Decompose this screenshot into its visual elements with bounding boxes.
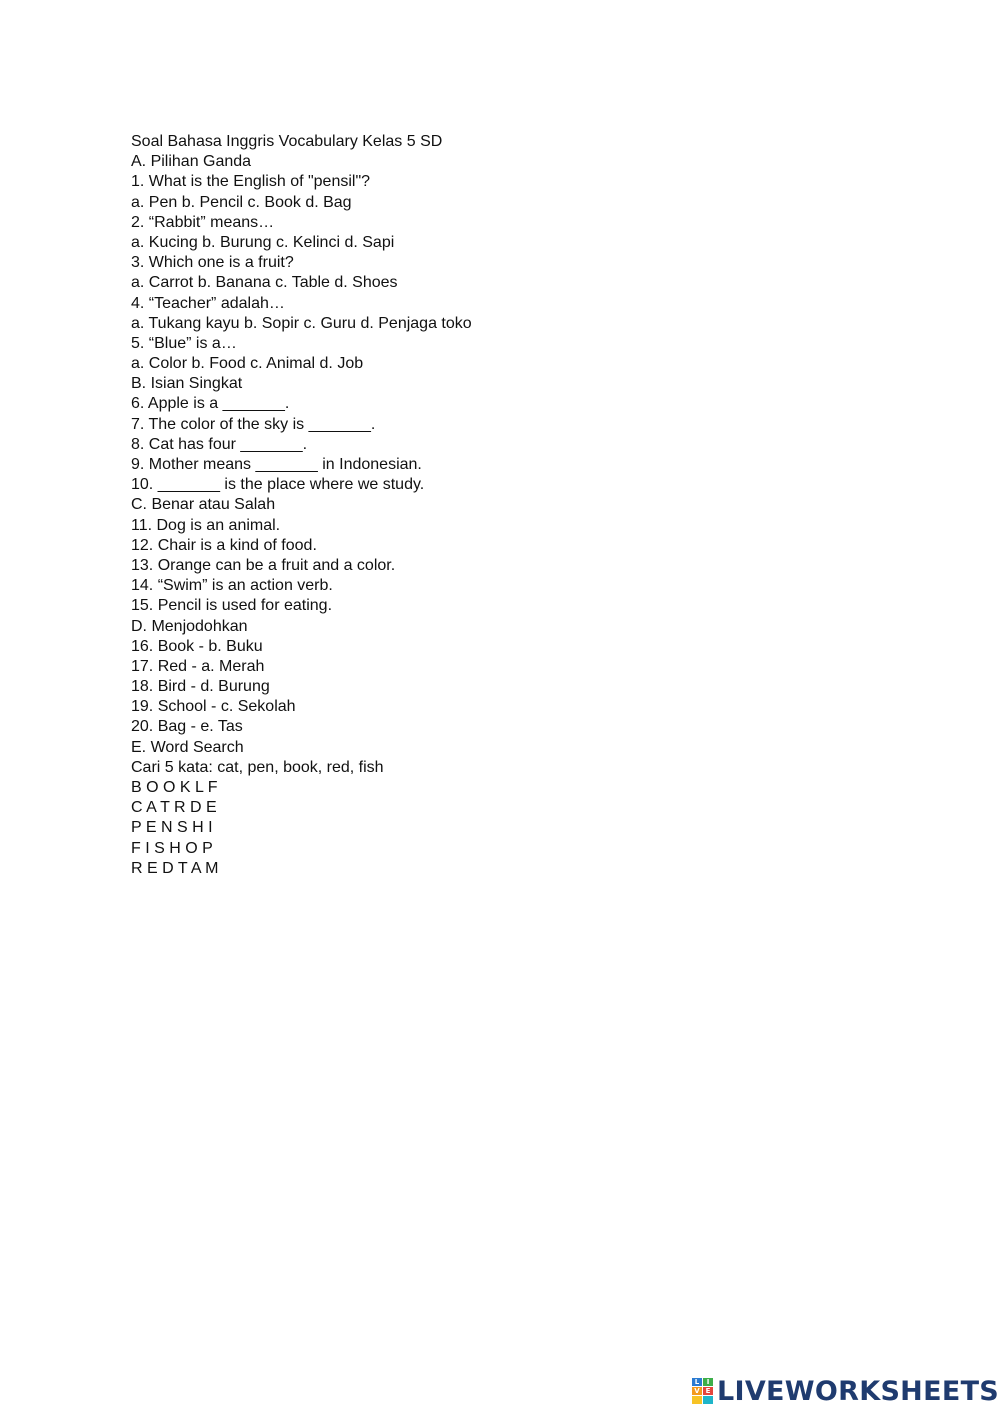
matching-item: 20. Bag - e. Tas [131, 718, 243, 736]
word-search-row: P E N S H I [131, 819, 213, 837]
section-e-heading: E. Word Search [131, 738, 244, 756]
question-3: 3. Which one is a fruit? [131, 254, 294, 272]
logo-tile [703, 1396, 713, 1404]
true-false-item: 15. Pencil is used for eating. [131, 597, 333, 615]
question-3-options: a. Carrot b. Banana c. Table d. Shoes [131, 274, 398, 292]
liveworksheets-branding [692, 1375, 999, 1407]
document-title: Soal Bahasa Inggris Vocabulary Kelas 5 SD [131, 133, 443, 150]
word-search-row: F I S H O P [131, 839, 213, 857]
true-false-item: 13. Orange can be a fruit and a color. [131, 556, 396, 574]
word-search-row: C A T R D E [131, 799, 217, 817]
question-1-options: a. Pen b. Pencil c. Book d. Bag [131, 193, 352, 211]
section-b-heading: B. Isian Singkat [131, 375, 243, 393]
logo-tile: E [703, 1387, 713, 1395]
question-1: 1. What is the English of "pensil"? [131, 173, 371, 191]
question-4: 4. “Teacher” adalah… [131, 294, 285, 312]
fill-in-item: 8. Cat has four _______. [131, 435, 308, 453]
brand-name: LIVEWORKSHEETS [717, 1375, 1000, 1407]
true-false-item: 11. Dog is an animal. [131, 516, 281, 534]
question-5: 5. “Blue” is a… [131, 334, 237, 352]
logo-tile: L [692, 1378, 702, 1386]
matching-item: 18. Bird - d. Burung [131, 678, 270, 696]
section-c-heading: C. Benar atau Salah [131, 496, 276, 514]
worksheet-document [131, 132, 891, 879]
fill-in-item: 10. _______ is the place where we study. [131, 476, 425, 494]
matching-item: 19. School - c. Sekolah [131, 698, 296, 716]
word-search-instruction: Cari 5 kata: cat, pen, book, red, fish [131, 758, 384, 776]
fill-in-item: 9. Mother means _______ in Indonesian. [131, 456, 422, 473]
true-false-item: 12. Chair is a kind of food. [131, 536, 317, 554]
logo-tile: I [703, 1378, 713, 1386]
fill-in-item: 7. The color of the sky is _______. [131, 415, 376, 433]
word-search-row: R E D T A M [131, 859, 219, 877]
matching-item: 16. Book - b. Buku [131, 637, 263, 655]
true-false-item: 14. “Swim” is an action verb. [131, 577, 333, 595]
question-4-options: a. Tukang kayu b. Sopir c. Guru d. Penjaga toko [131, 314, 472, 332]
word-search-row: B O O K L F [131, 779, 218, 796]
fill-in-item: 6. Apple is a _______. [131, 395, 290, 413]
logo-tile [692, 1396, 702, 1404]
liveworksheets-logo-icon [692, 1378, 714, 1404]
question-5-options: a. Color b. Food c. Animal d. Job [131, 355, 364, 373]
question-2: 2. “Rabbit” means… [131, 213, 275, 231]
section-a-heading: A. Pilihan Ganda [131, 153, 252, 171]
logo-tile: V [692, 1387, 702, 1395]
question-2-options: a. Kucing b. Burung c. Kelinci d. Sapi [131, 233, 395, 251]
matching-item: 17. Red - a. Merah [131, 657, 265, 675]
section-d-heading: D. Menjodohkan [131, 617, 248, 635]
